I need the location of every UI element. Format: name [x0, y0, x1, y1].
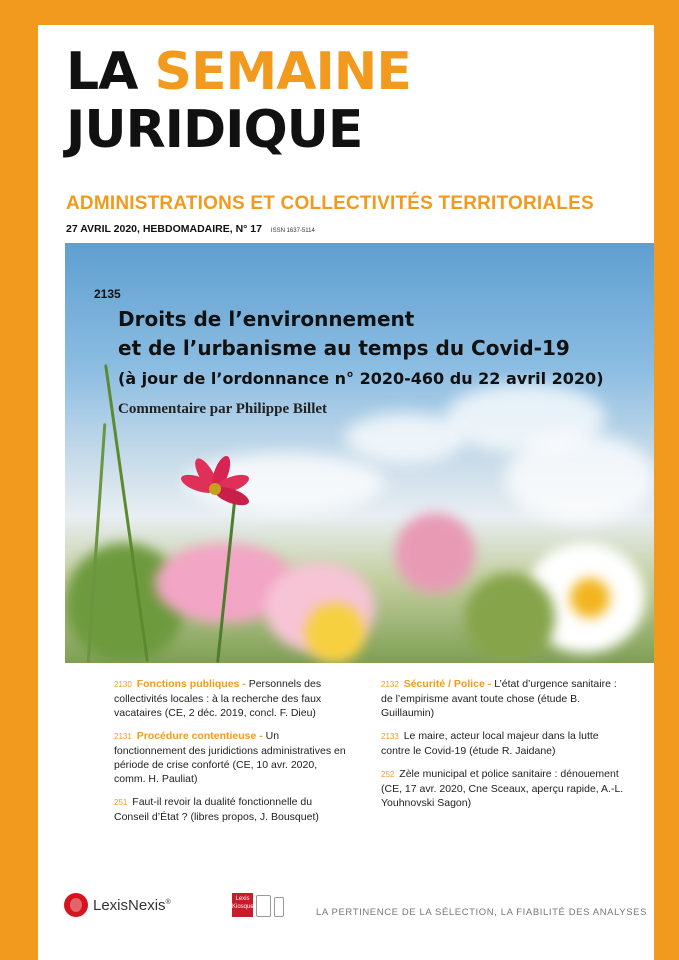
- pink-cosmos-flower: [193, 463, 283, 523]
- phone-icon: [274, 897, 284, 917]
- article-author: Commentaire par Philippe Billet: [118, 401, 328, 417]
- masthead-la: LA: [66, 42, 138, 102]
- tablet-icon: [256, 895, 271, 917]
- issue-date: 27 AVRIL 2020, HEBDOMADAIRE, N° 17: [66, 223, 262, 235]
- toc-left-column: [114, 677, 349, 833]
- tagline: LA PERTINENCE DE LA SÉLECTION, LA FIABILITÉ DES ANALYSES: [316, 907, 648, 918]
- lexisnexis-logo[interactable]: LexisNexis®: [64, 893, 171, 917]
- masthead-semaine: SEMAINE: [154, 42, 411, 102]
- masthead-juridique: JURIDIQUE: [66, 100, 363, 160]
- lexis-kiosque-badge[interactable]: [232, 893, 284, 917]
- toc-item[interactable]: 2131 Procédure contentieuse - Un fonctionnement des juridictions administratives en période de crise conforté (CE, 10 avr. 2020, comm. H. Pauliat): [114, 730, 346, 785]
- lexisnexis-mark-icon: [64, 893, 88, 917]
- article-number: 2135: [94, 287, 121, 301]
- kiosque-icon: Lexis Kiosque: [232, 893, 253, 917]
- article-subtitle: (à jour de l’ordonnance n° 2020-460 du 22 avril 2020): [118, 369, 604, 388]
- toc-item[interactable]: 2133 Le maire, acteur local majeur dans la lutte contre le Covid-19 (étude R. Jaidane): [381, 730, 599, 757]
- masthead: [66, 43, 411, 159]
- toc-item[interactable]: 2132 Sécurité / Police - L’état d’urgence sanitaire : de l’empirisme avant toute chose (étude B. Guillaumin): [381, 678, 617, 719]
- issue-info: [66, 223, 315, 235]
- toc-item[interactable]: 251 Faut-il revoir la dualité fonctionnelle du Conseil d’État ? (libres propos, J. Bousquet): [114, 796, 319, 823]
- footer: [38, 887, 654, 927]
- edition-subtitle: ADMINISTRATIONS ET COLLECTIVITÉS TERRITORIALES: [66, 193, 594, 214]
- toc-item[interactable]: 2130 Fonctions publiques - Personnels des collectivités locales : à la recherche des faux vacataires (CE, 2 déc. 2019, concl. F. Dieu): [114, 678, 322, 719]
- magazine-cover: [38, 25, 654, 960]
- toc-item[interactable]: 252 Zèle municipal et police sanitaire : dénouement (CE, 17 avr. 2020, Cne Sceaux, aperçu rapide, A.-L. Youhnovski Sagon): [381, 768, 624, 809]
- logo-text: LexisNexis: [93, 896, 166, 914]
- issn: ISSN 1637-5114: [270, 228, 315, 234]
- toc-right-column: [381, 677, 626, 819]
- article-title: Droits de l’environnement et de l’urbanisme au temps du Covid-19: [118, 307, 570, 360]
